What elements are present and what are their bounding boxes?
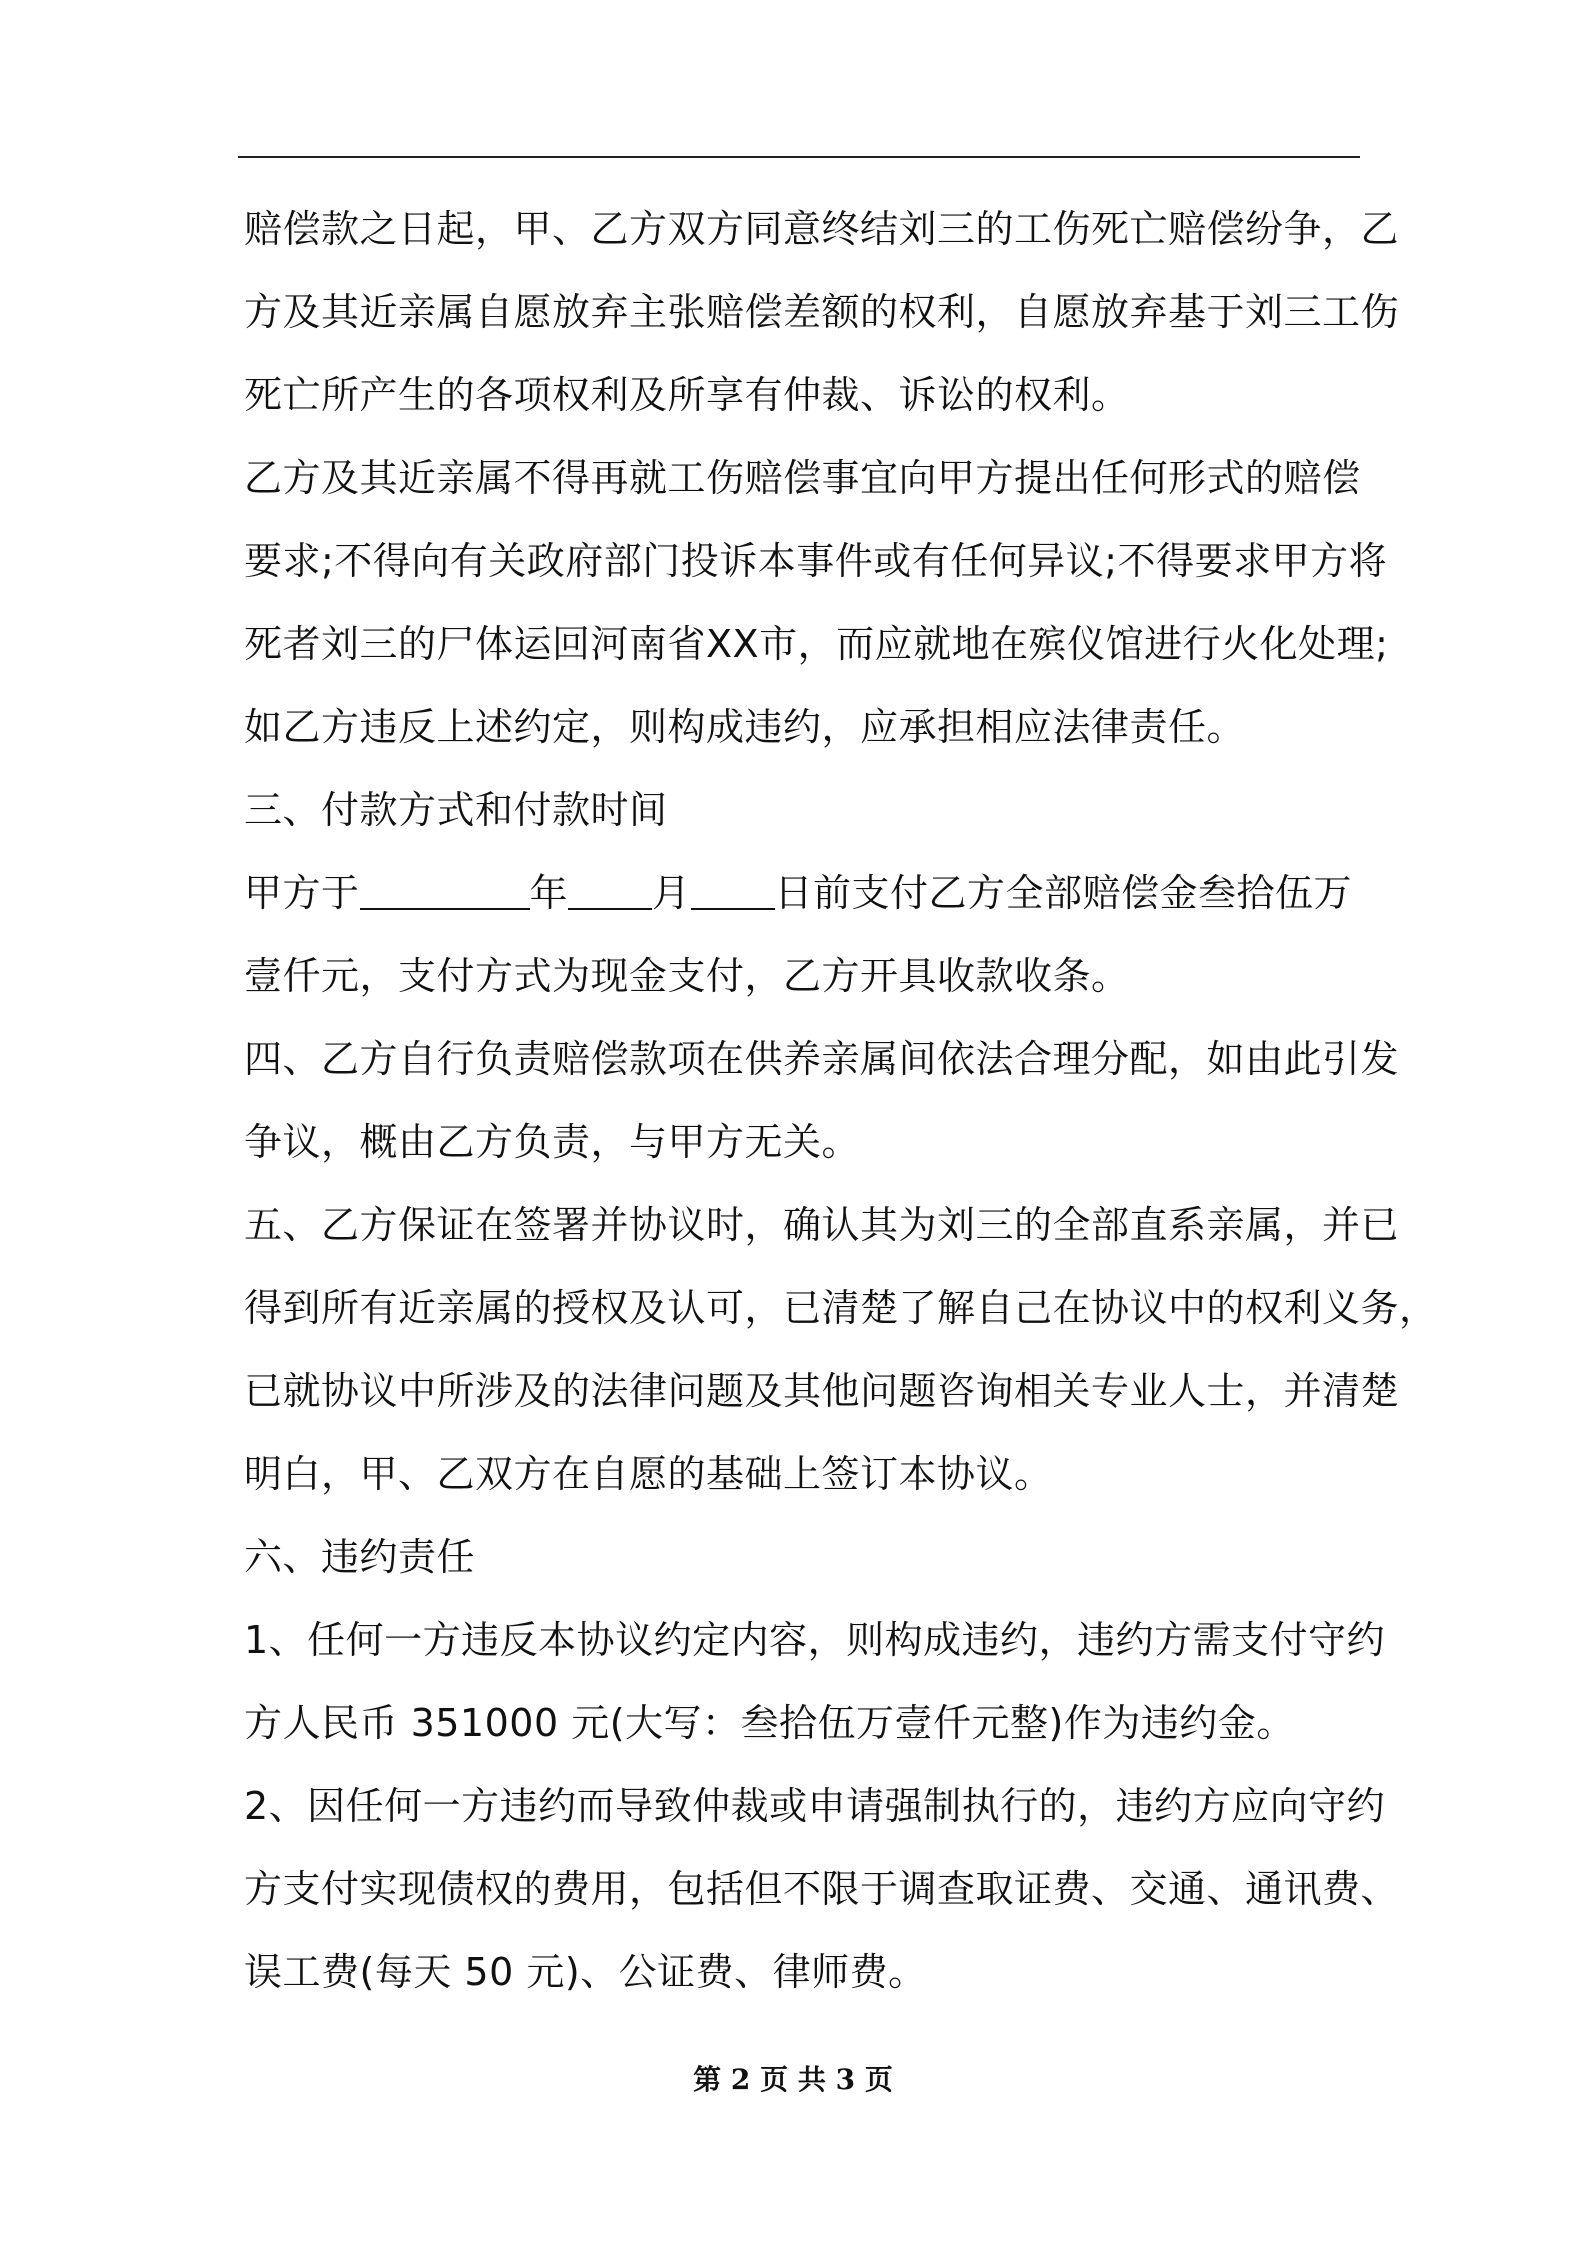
month-label: 月 bbox=[652, 871, 691, 915]
text-line: 方人民币 351000 元(大写：叁拾伍万壹仟元整)作为违约金。 bbox=[244, 1701, 1295, 1745]
text-line: 误工费(每天 50 元)、公证费、律师费。 bbox=[244, 1950, 927, 1994]
text-line: 死者刘三的尸体运回河南省XX市，而应就地在殡仪馆进行火化处理; bbox=[244, 622, 1389, 666]
section-heading-payment: 三、付款方式和付款时间 bbox=[244, 788, 668, 832]
section-heading-breach: 六、违约责任 bbox=[244, 1535, 476, 1579]
text-line: 壹仟元，支付方式为现金支付，乙方开具收款收条。 bbox=[244, 954, 1130, 998]
text-line: 方支付实现债权的费用，包括但不限于调查取证费、交通、通讯费、 bbox=[244, 1867, 1400, 1911]
payment-date-line bbox=[244, 852, 1374, 935]
text-line: 已就协议中所涉及的法律问题及其他问题咨询相关专业人士，并清楚 bbox=[244, 1369, 1400, 1413]
day-blank bbox=[691, 868, 775, 910]
text-line: 五、乙方保证在签署并协议时，确认其为刘三的全部直系亲属，并已 bbox=[244, 1203, 1400, 1247]
document-body bbox=[244, 188, 1438, 2014]
text-line: 得到所有近亲属的授权及认可，已清楚了解自己在协议中的权利义务， bbox=[244, 1286, 1438, 1330]
text-line: 2、因任何一方违约而导致仲裁或申请强制执行的，违约方应向守约 bbox=[244, 1784, 1386, 1828]
text-line: 要求;不得向有关政府部门投诉本事件或有任何异议;不得要求甲方将 bbox=[244, 539, 1388, 583]
year-blank bbox=[360, 868, 530, 910]
payment-suffix: 日前支付乙方全部赔偿金叁拾伍万 bbox=[774, 871, 1353, 915]
text-line: 方及其近亲属自愿放弃主张赔偿差额的权利，自愿放弃基于刘三工伤 bbox=[244, 290, 1400, 334]
text-line: 明白，甲、乙双方在自愿的基础上签订本协议。 bbox=[244, 1452, 1053, 1496]
header-rule bbox=[238, 156, 1360, 158]
year-label: 年 bbox=[529, 871, 569, 915]
text-line: 乙方及其近亲属不得再就工伤赔偿事宜向甲方提出任何形式的赔偿 bbox=[244, 456, 1361, 500]
text-line: 四、乙方自行负责赔偿款项在供养亲属间依法合理分配，如由此引发 bbox=[244, 1037, 1400, 1081]
page-number-footer: 第 2 页 共 3 页 bbox=[693, 2063, 893, 2096]
text-line: 1、任何一方违反本协议约定内容，则构成违约，违约方需支付守约 bbox=[244, 1618, 1386, 1662]
month-blank bbox=[568, 868, 652, 910]
text-line: 赔偿款之日起，甲、乙方双方同意终结刘三的工伤死亡赔偿纷争，乙 bbox=[244, 207, 1400, 251]
payment-prefix: 甲方于 bbox=[244, 871, 360, 915]
text-line: 争议，概由乙方负责，与甲方无关。 bbox=[244, 1120, 861, 1164]
text-line: 死亡所产生的各项权利及所享有仲裁、诉讼的权利。 bbox=[244, 373, 1130, 417]
text-line: 如乙方违反上述约定，则构成违约，应承担相应法律责任。 bbox=[244, 705, 1246, 749]
